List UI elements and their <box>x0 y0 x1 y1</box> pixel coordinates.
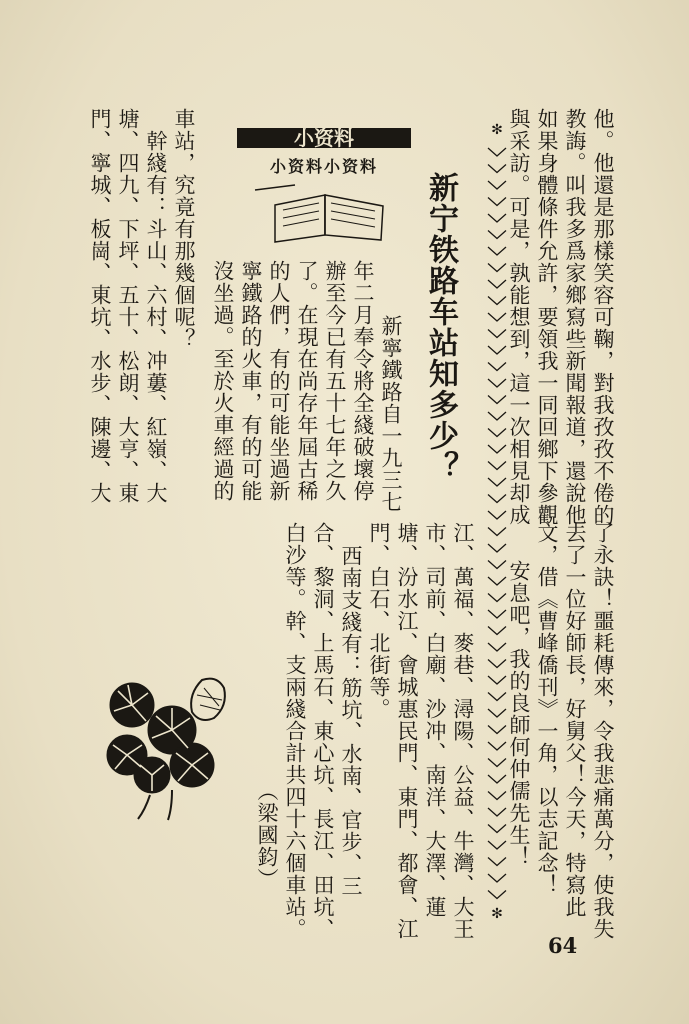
chevron-ornament <box>488 759 506 767</box>
chevron-ornament <box>488 610 506 618</box>
chevron-ornament <box>488 594 506 602</box>
chevron-ornament <box>488 841 506 849</box>
chevron-ornament <box>488 412 506 420</box>
chevron-ornament <box>488 742 506 750</box>
article-text-column: 江、萬福、麥巷、潯陽、公益、牛灣、大王 <box>451 522 475 940</box>
article-text-column: 辦至今已有五十七年之久 <box>323 260 347 502</box>
body-text-column: 如果身體條件允許，要領我一同回鄉下參觀 <box>535 108 559 526</box>
chevron-ornament <box>488 445 506 453</box>
chevron-ornament <box>488 528 506 536</box>
chevron-ornament <box>488 676 506 684</box>
chevron-ornament <box>488 891 506 899</box>
open-book-icon <box>275 195 383 242</box>
article-text-column: 幹綫有：斗山、六村、冲蔞、紅嶺、大 <box>144 130 168 504</box>
article-text-column: 年二月奉令將全綫破壞停 <box>351 260 375 502</box>
article-text-column: 的人們，有的可能坐過新 <box>267 260 291 502</box>
body-text-column: 文，借《曹峰僑刊》一角，以志記念！ <box>535 522 559 896</box>
chevron-ornament <box>488 379 506 387</box>
article-text-column: 寧鐵路的火車，有的可能 <box>239 260 263 502</box>
article-title: 新宁铁路车站知多少？ <box>423 172 458 482</box>
chevron-ornament <box>488 561 506 569</box>
chevron-ornament <box>488 363 506 371</box>
chevron-ornament <box>488 643 506 651</box>
chevron-ornament <box>488 874 506 882</box>
article-text-column: 塘、汾水江、會城惠民門、東門、都會、江 <box>395 522 419 940</box>
page-number: 64 <box>548 933 578 958</box>
separator-border <box>478 120 516 920</box>
chevron-ornament <box>488 280 506 288</box>
section-sublabel: 小资料小资料 <box>269 157 379 176</box>
article-text-column: 塘、四九、下坪、五十、松朗、大亨、東 <box>116 108 140 504</box>
body-text-column: 安息吧，我的良師何仲儒先生！ <box>507 560 531 868</box>
chevron-ornament <box>488 462 506 470</box>
chevron-ornament <box>488 231 506 239</box>
chevron-ornament <box>488 198 506 206</box>
chevron-ornament <box>488 577 506 585</box>
article-text-column: 新寧鐵路自一九三七 <box>379 315 403 513</box>
chevron-ornament <box>488 808 506 816</box>
chevron-ornament <box>488 165 506 173</box>
chevron-ornament <box>488 247 506 255</box>
chevron-ornament <box>488 396 506 404</box>
body-text-column: 教誨。叫我多爲家鄉寫些新聞報道，還說他 <box>563 108 587 526</box>
chevron-ornament <box>488 330 506 338</box>
chevron-ornament <box>488 726 506 734</box>
author-name: （梁國鈞） <box>255 780 279 890</box>
asterisk-icon: ✻ <box>491 122 503 138</box>
chevron-ornament <box>488 214 506 222</box>
article-text-column: 車站，究竟有那幾個呢？ <box>172 108 196 350</box>
chevron-ornament <box>488 660 506 668</box>
asterisk-icon: ✻ <box>491 906 503 920</box>
chevron-ornament <box>488 511 506 519</box>
flower-illustration <box>92 650 240 822</box>
chevron-ornament <box>488 825 506 833</box>
chevron-ornament <box>488 478 506 486</box>
body-text-column: 了永訣！噩耗傳來，令我悲痛萬分，使我失 <box>591 522 615 940</box>
chevron-ornament <box>488 429 506 437</box>
chevron-ornament <box>488 775 506 783</box>
article-text-column: 了。在現在尚存年屆古稀 <box>295 260 319 502</box>
chevron-ornament <box>488 693 506 701</box>
chevron-ornament <box>488 544 506 552</box>
section-logo <box>235 110 413 245</box>
chevron-ornament <box>488 346 506 354</box>
chevron-ornament <box>488 264 506 272</box>
section-label: 小资料 <box>294 126 354 150</box>
body-text-column: 他。他還是那樣笑容可鞠，對我孜孜不倦的 <box>591 108 615 526</box>
chevron-ornament <box>488 709 506 717</box>
article-text-column: 門、寧城、板崗、東坑、水步、陳邊、大 <box>88 108 112 504</box>
article-text-column: 西南支綫有：筋坑、水南、官步、三 <box>339 545 363 897</box>
article-text-column: 沒坐過。至於火車經過的 <box>211 260 235 502</box>
chevron-ornament <box>488 858 506 866</box>
chevron-ornament <box>488 148 506 156</box>
body-text-column: 與采訪。可是，孰能想到，這一次相見却成 <box>507 108 531 526</box>
chevron-ornament <box>488 297 506 305</box>
body-text-column: 去了一位好師長，好舅父！今天，特寫此 <box>563 522 587 918</box>
chevron-ornament <box>488 495 506 503</box>
chevron-ornament <box>488 627 506 635</box>
article-text-column: 白沙等。幹、支兩綫合計共四十六個車站。 <box>283 522 307 940</box>
article-text-column: 門、白石、北街等。 <box>367 522 391 720</box>
article-text-column: 市、司前、白廟、沙冲、南洋、大澤、蓮 <box>423 522 447 918</box>
chevron-ornament <box>488 181 506 189</box>
chevron-ornament <box>488 313 506 321</box>
article-text-column: 合、黎洞、上馬石、東心坑、長江、田坑、 <box>311 522 335 940</box>
chevron-ornament <box>488 792 506 800</box>
